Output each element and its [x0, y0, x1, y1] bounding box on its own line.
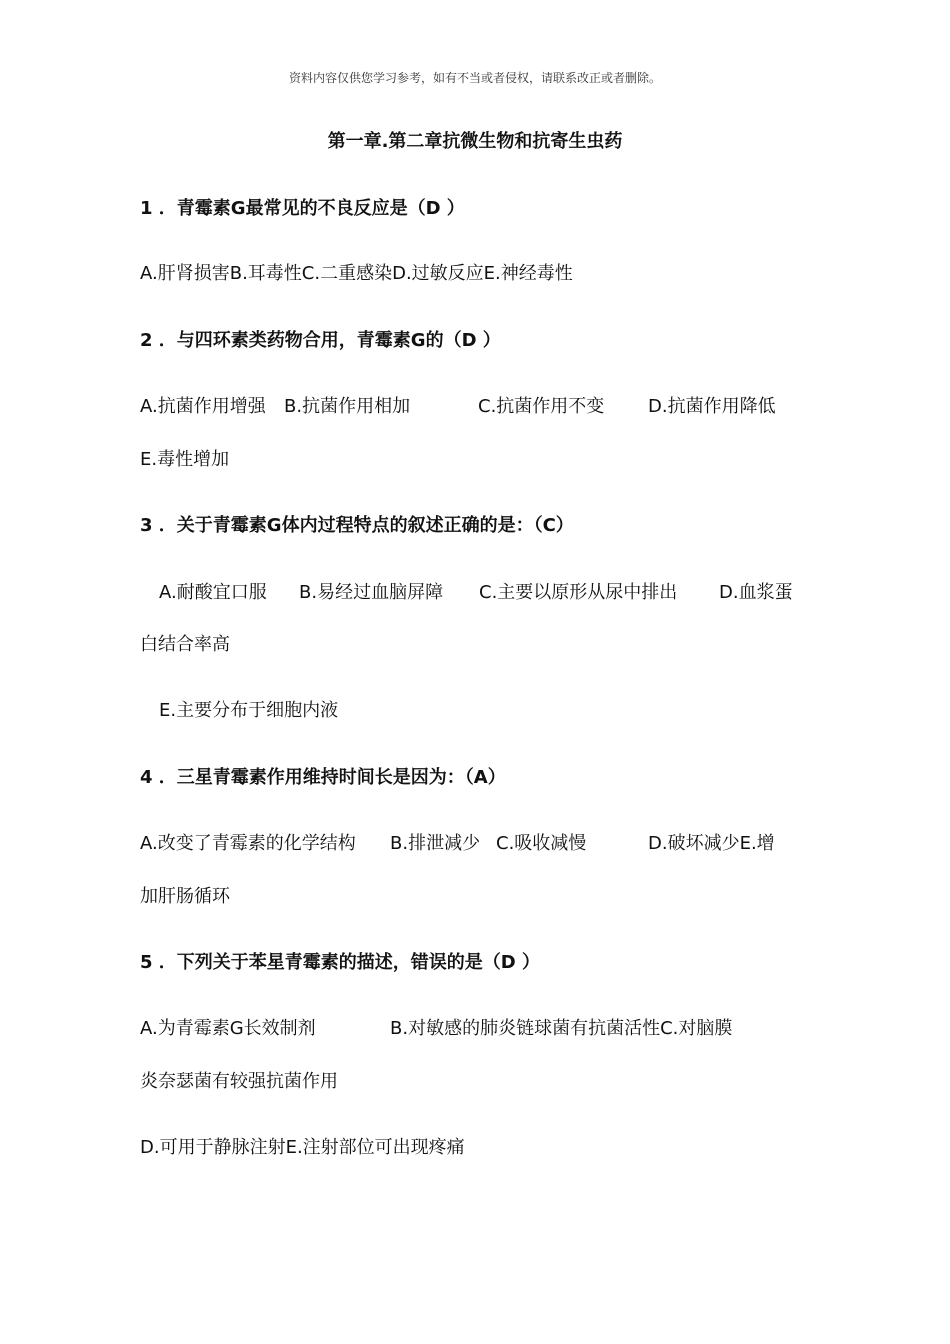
question-4-stem: 4 ．三星青霉素作用维持时间长是因为：（A）	[140, 767, 506, 788]
option-d: D.破坏减少E.增	[648, 833, 775, 854]
option-d: D.血浆蛋	[719, 582, 793, 603]
question-4-options-row-1	[0, 832, 950, 856]
option-d: D.抗菌作用降低	[648, 396, 776, 417]
question-3-options-row-1	[0, 581, 950, 605]
option-c: C.吸收减慢	[496, 833, 587, 854]
question-5-stem: 5 ．下列关于苯星青霉素的描述，错误的是（D ）	[140, 952, 540, 973]
option-a: A.抗菌作用增强	[140, 396, 266, 417]
question-5-options-row-1	[0, 1017, 950, 1041]
question-1-stem: 1 ．青霉素G最常见的不良反应是（D ）	[140, 198, 465, 219]
question-5-options-row-2: 炎奈瑟菌有较强抗菌作用	[140, 1071, 338, 1092]
option-a: A.改变了青霉素的化学结构	[140, 833, 356, 854]
option-b: B.排泄减少	[390, 833, 481, 854]
question-2-options-row-2: E.毒性增加	[140, 449, 230, 470]
option-b: B.对敏感的肺炎链球菌有抗菌活性C.对脑膜	[390, 1018, 733, 1039]
option-a: A.耐酸宜口服	[159, 582, 267, 603]
question-2-stem: 2 ．与四环素类药物合用，青霉素G的（D ）	[140, 330, 501, 351]
question-2-options-row-1	[0, 395, 950, 419]
option-a: A.为青霉素G长效制剂	[140, 1018, 316, 1039]
option-c: C.抗菌作用不变	[478, 396, 605, 417]
question-1-options: A.肝肾损害B.耳毒性C.二重感染D.过敏反应E.神经毒性	[140, 263, 573, 284]
header-note: 资料内容仅供您学习参考，如有不当或者侵权，请联系改正或者删除。	[288, 71, 661, 85]
option-b: B.易经过血脑屏障	[299, 582, 444, 603]
question-3-stem: 3 ．关于青霉素G体内过程特点的叙述正确的是：（C）	[140, 515, 574, 536]
question-4-options-row-2: 加肝肠循环	[140, 886, 230, 907]
question-3-options-row-3: E.主要分布于细胞内液	[159, 700, 339, 721]
question-3-options-row-2: 白结合率高	[140, 634, 230, 655]
option-b: B.抗菌作用相加	[284, 396, 411, 417]
option-c: C.主要以原形从尿中排出	[479, 582, 678, 603]
page-title: 第一章.第二章抗微生物和抗寄生虫药	[327, 131, 623, 152]
question-5-options-row-3: D.可用于静脉注射E.注射部位可出现疼痛	[140, 1137, 465, 1158]
